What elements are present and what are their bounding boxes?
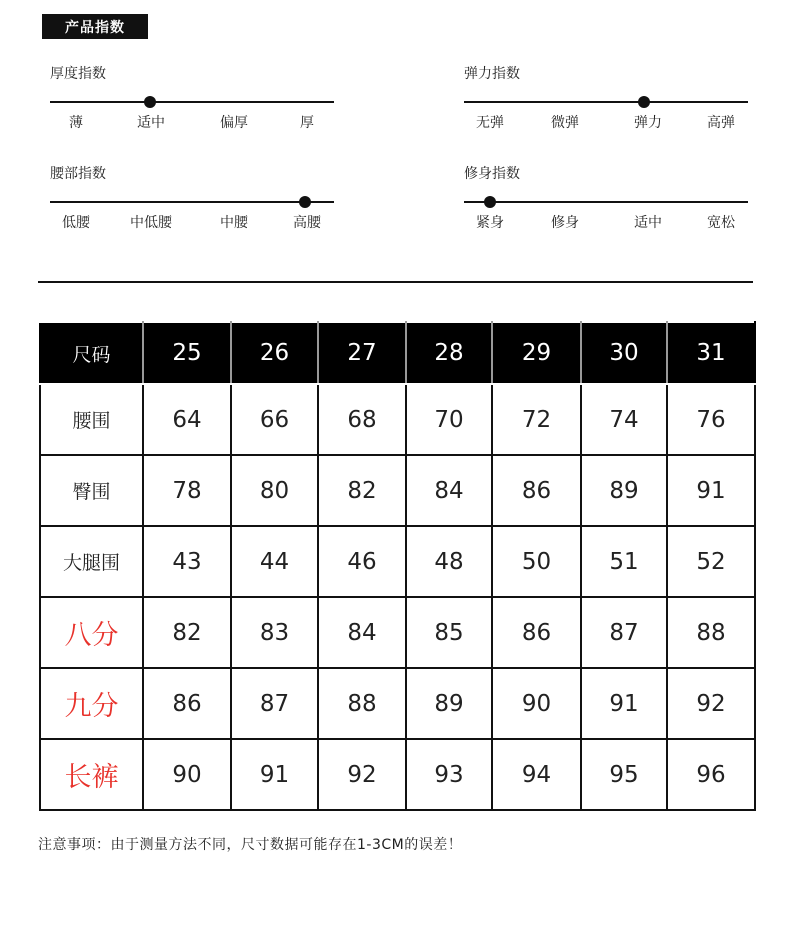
header-cell: 28 — [406, 322, 492, 384]
table-cell: 86 — [492, 597, 581, 668]
table-cell: 48 — [406, 526, 492, 597]
table-cell: 50 — [492, 526, 581, 597]
table-row — [40, 384, 755, 455]
section-title: 产品指数 — [42, 14, 148, 39]
size-table — [39, 321, 756, 811]
index-option: 偏厚 — [220, 115, 248, 131]
index-marker — [299, 196, 311, 208]
index-slider — [50, 84, 334, 112]
table-cell: 82 — [143, 597, 231, 668]
index-option: 薄 — [69, 115, 83, 131]
table-cell: 88 — [667, 597, 755, 668]
header-cell: 31 — [667, 322, 755, 384]
waist-rise-index — [50, 164, 334, 232]
section-divider — [38, 281, 753, 283]
table-cell: 91 — [581, 668, 667, 739]
table-cell: 91 — [667, 455, 755, 526]
table-cell: 94 — [492, 739, 581, 810]
index-label: 腰部指数 — [50, 166, 106, 182]
header-cell: 30 — [581, 322, 667, 384]
header-cell: 26 — [231, 322, 318, 384]
table-cell: 87 — [581, 597, 667, 668]
index-track-line — [50, 101, 334, 103]
index-option: 弹力 — [634, 115, 662, 131]
table-cell: 86 — [143, 668, 231, 739]
table-cell: 52 — [667, 526, 755, 597]
table-cell: 84 — [318, 597, 406, 668]
thickness-index — [50, 64, 334, 132]
index-option: 宽松 — [707, 215, 735, 231]
table-cell: 84 — [406, 455, 492, 526]
table-row — [40, 455, 755, 526]
table-row — [40, 597, 755, 668]
index-label: 弹力指数 — [464, 66, 520, 82]
table-cell: 64 — [143, 384, 231, 455]
table-cell: 92 — [667, 668, 755, 739]
index-option: 微弹 — [551, 115, 579, 131]
header-cell: 29 — [492, 322, 581, 384]
table-cell: 87 — [231, 668, 318, 739]
row-label: 九分 — [40, 668, 143, 739]
table-header-row — [40, 322, 755, 384]
index-option: 修身 — [551, 215, 579, 231]
table-cell: 76 — [667, 384, 755, 455]
table-cell: 86 — [492, 455, 581, 526]
table-cell: 68 — [318, 384, 406, 455]
table-cell: 91 — [231, 739, 318, 810]
header-cell-size: 尺码 — [40, 322, 143, 384]
row-label: 腰围 — [40, 384, 143, 455]
index-option: 适中 — [634, 215, 662, 231]
index-label: 修身指数 — [464, 166, 520, 182]
index-marker — [144, 96, 156, 108]
elasticity-index — [464, 64, 748, 132]
table-cell: 88 — [318, 668, 406, 739]
index-option: 中腰 — [220, 215, 248, 231]
table-cell: 46 — [318, 526, 406, 597]
table-cell: 95 — [581, 739, 667, 810]
table-cell: 83 — [231, 597, 318, 668]
index-slider — [50, 184, 334, 212]
index-option: 低腰 — [62, 215, 90, 231]
table-cell: 89 — [581, 455, 667, 526]
table-cell: 90 — [492, 668, 581, 739]
header-cell: 27 — [318, 322, 406, 384]
row-label: 长裤 — [40, 739, 143, 810]
table-cell: 70 — [406, 384, 492, 455]
table-cell: 90 — [143, 739, 231, 810]
index-marker — [638, 96, 650, 108]
index-track-line — [464, 201, 748, 203]
index-option: 适中 — [137, 115, 165, 131]
table-cell: 82 — [318, 455, 406, 526]
index-slider — [464, 84, 748, 112]
row-label: 大腿围 — [40, 526, 143, 597]
table-cell: 93 — [406, 739, 492, 810]
index-track-line — [50, 201, 334, 203]
index-label: 厚度指数 — [50, 66, 106, 82]
table-cell: 92 — [318, 739, 406, 810]
row-label: 臀围 — [40, 455, 143, 526]
table-cell: 44 — [231, 526, 318, 597]
index-option: 高弹 — [707, 115, 735, 131]
row-label: 八分 — [40, 597, 143, 668]
fit-index — [464, 164, 748, 232]
index-slider — [464, 184, 748, 212]
index-marker — [484, 196, 496, 208]
table-row — [40, 739, 755, 810]
table-cell: 80 — [231, 455, 318, 526]
index-option: 厚 — [300, 115, 314, 131]
table-cell: 85 — [406, 597, 492, 668]
table-cell: 66 — [231, 384, 318, 455]
index-track-line — [464, 101, 748, 103]
table-cell: 72 — [492, 384, 581, 455]
table-cell: 78 — [143, 455, 231, 526]
header-cell: 25 — [143, 322, 231, 384]
index-option: 紧身 — [476, 215, 504, 231]
table-row — [40, 668, 755, 739]
measurement-note: 注意事项：由于测量方法不同，尺寸数据可能存在1-3CM的误差！ — [38, 837, 463, 853]
table-cell: 96 — [667, 739, 755, 810]
table-cell: 43 — [143, 526, 231, 597]
table-cell: 74 — [581, 384, 667, 455]
index-option: 无弹 — [476, 115, 504, 131]
index-option: 中低腰 — [130, 215, 172, 231]
table-row — [40, 526, 755, 597]
table-cell: 89 — [406, 668, 492, 739]
table-cell: 51 — [581, 526, 667, 597]
index-option: 高腰 — [293, 215, 321, 231]
